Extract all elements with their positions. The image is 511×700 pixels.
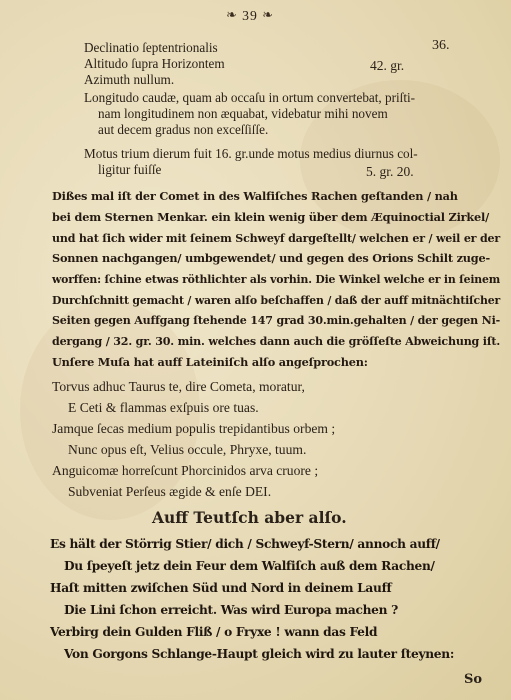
german-prose-line: Sonnen nachgangen/ umbgewendet/ und gegen des Orions Schilt zuge-: [52, 251, 490, 265]
latin-line: Azimuth nullum.: [84, 72, 175, 87]
german-prose-line: bei dem Sternen Menkar. ein klein wenig über dem Æquinoctial Zirkel/: [52, 210, 490, 224]
latin-verse-line: E Ceti & flammas exſpuis ore tuas.: [68, 400, 259, 415]
latin-line: ligitur fuiſſe: [98, 162, 162, 177]
german-prose-line: dergang / 32. gr. 30. min. welches dann auch die gröſſeſte Abweichung iſt.: [52, 334, 500, 348]
latin-line: aut decem gradus non exceſſiſſe.: [98, 122, 269, 137]
margin-number: 36.: [432, 38, 450, 53]
latin-line: Longitudo caudæ, quam ab occaſu in ortum convertebat, priſti-: [84, 90, 416, 105]
page-header: [0, 8, 500, 25]
german-verse-line: Es hält der Störrig Stier/ dich / Schweyf-Stern/ annoch auff/: [50, 537, 440, 551]
latin-verse-line: Subveniat Perſeus ægide & enſe DEI.: [68, 484, 272, 499]
german-verse-line: Von Gorgons Schlange-Haupt gleich wird zu lauter ſteynen:: [64, 647, 455, 661]
german-prose-line: Durchſchnitt gemacht / waren alſo beſchaffen / daß der auff mitnächtiſcher: [52, 293, 500, 307]
latin-verse-line: Nunc opus eſt, Velius occule, Phryxe, tuum.: [68, 442, 307, 457]
latin-line: Altitudo ſupra Horizontem: [84, 56, 225, 71]
latin-verse-line: Anguicomæ horreſcunt Phorcinidos arva cruore ;: [52, 463, 319, 478]
latin-verse-line: Torvus adhuc Taurus te, dire Cometa, moratur,: [52, 379, 305, 394]
german-prose-line: Dißes mal iſt der Comet in des Walfiſches Rachen geſtanden / nah: [52, 189, 458, 203]
german-prose-line: worffen: ſchine etwas röthlichter als vorhin. Die Winkel welche er in ſeinem: [52, 272, 500, 286]
right-ornament-icon: ❧: [262, 7, 274, 22]
altitudo-value: 42. gr.: [370, 58, 405, 73]
german-prose-line: und hat ſich wider mit ſeinem Schweyf dargeſtellt/ welchen er / weil er der: [52, 231, 500, 245]
german-verse-heading: Auff Teutſch aber alſo.: [152, 508, 347, 527]
german-prose-line: Seiten gegen Auffgang ſtehende 147 grad 30.min.gehalten / der gegen Ni-: [52, 313, 500, 327]
left-ornament-icon: ❧: [226, 7, 238, 22]
german-prose-line: Unſere Muſa hat auff Lateiniſch alſo angeſprochen:: [52, 355, 368, 369]
latin-line: Motus trium dierum fuit 16. gr.unde motus medius diurnus col-: [84, 146, 418, 161]
german-verse-line: Die Lini ſchon erreicht. Was wird Europa machen ?: [64, 603, 398, 617]
german-verse-line: Du ſpeyeſt jetz dein Feur dem Walfiſch auß dem Rachen/: [64, 559, 435, 573]
page-number: 39: [242, 9, 258, 24]
german-verse-line: Haſt mitten zwiſchen Süd und Nord in deinem Lauff: [50, 581, 392, 595]
latin-line: nam longitudinem non æquabat, videbatur mihi novem: [98, 106, 388, 121]
latin-line: Declinatio ſeptentrionalis: [84, 40, 218, 55]
motus-value: 5. gr. 20.: [366, 164, 414, 179]
latin-verse-line: Jamque ſecas medium populis trepidantibus orbem ;: [52, 421, 336, 436]
german-verse-line: Verbirg dein Gulden Fliß / o Fryxe ! wann das Feld: [50, 625, 378, 639]
catchword: So: [464, 672, 483, 687]
